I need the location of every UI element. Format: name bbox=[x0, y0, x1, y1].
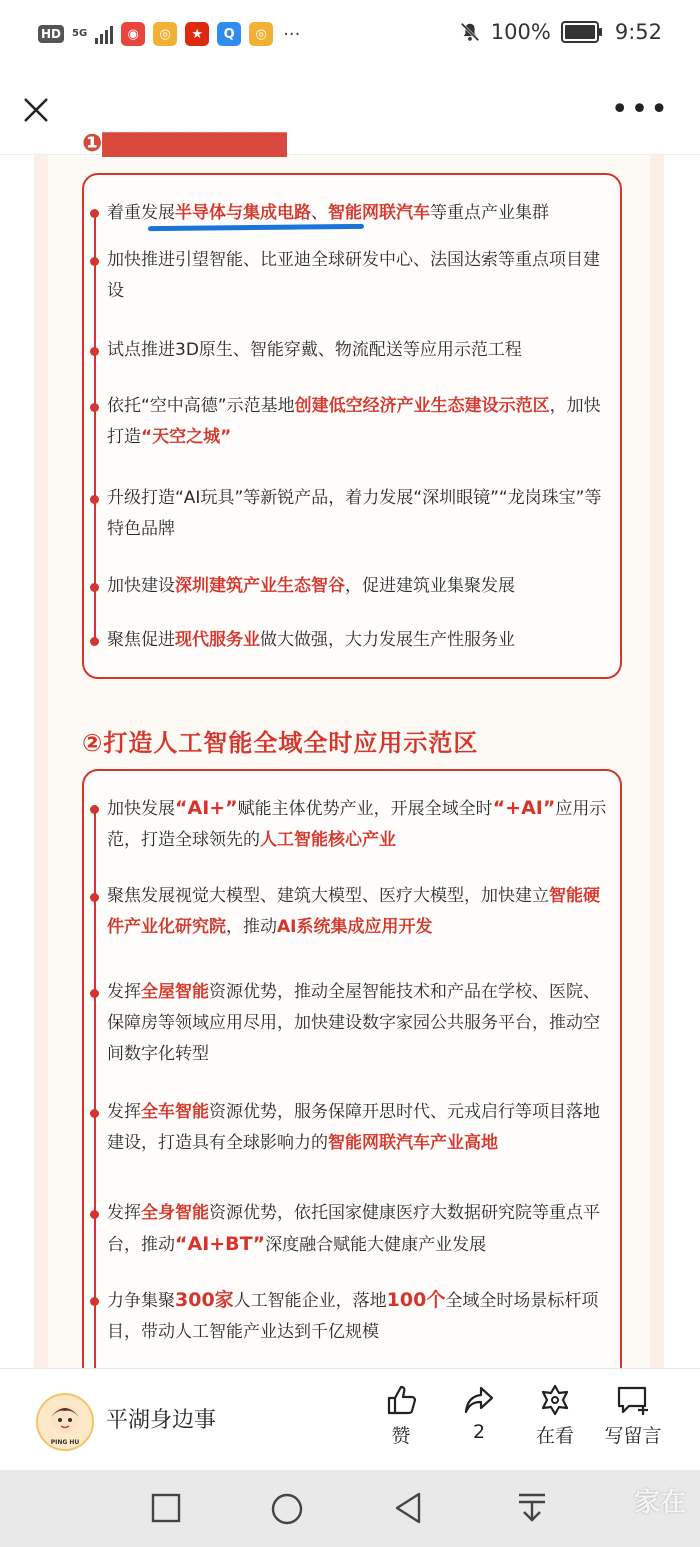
list-item: 聚焦促进现代服务业做大做强，大力发展生产性服务业 bbox=[107, 630, 515, 650]
comment-button[interactable] bbox=[598, 1383, 668, 1448]
like-label: 赞 bbox=[391, 1425, 411, 1447]
star-flower-icon bbox=[538, 1383, 572, 1417]
like-button[interactable] bbox=[366, 1383, 436, 1448]
list-item: 聚焦发展视觉大模型、建筑大模型、医疗大模型，加快建立智能硬件产业化研究院，推动AI系统集成应用开发 bbox=[107, 886, 600, 937]
bullet-dot bbox=[90, 209, 99, 218]
browser-icon: Q bbox=[217, 22, 241, 46]
list-item: 发挥全身智能资源优势，依托国家健康医疗大数据研究院等重点平台，推动“AI+BT”深度融合赋能大健康产业发展 bbox=[107, 1203, 600, 1255]
list-item: 加快建设深圳建筑产业生态智谷，促进建筑业集聚发展 bbox=[107, 576, 515, 596]
bullet-dot bbox=[90, 805, 99, 814]
comment-label: 写留言 bbox=[604, 1425, 662, 1447]
author-name[interactable]: 平湖身边事 bbox=[106, 1408, 217, 1433]
list-item: 发挥全屋智能资源优势，推动全屋智能技术和产品在学校、医院、保障房等领域应用尽用，加快建设数字家园公共服务平台，推动空间数字化转型 bbox=[107, 982, 600, 1064]
notification-pulldown-icon[interactable] bbox=[514, 1490, 550, 1526]
bullet-dot bbox=[90, 347, 99, 356]
recent-apps-icon[interactable] bbox=[148, 1490, 184, 1526]
network-indicator: 5G bbox=[72, 28, 88, 39]
timeline-line bbox=[94, 215, 96, 645]
list-item: 力争集聚300家人工智能企业，落地100个全域全时场景标杆项目，带动人工智能产业达到千亿规模 bbox=[107, 1289, 599, 1342]
share-count: 2 bbox=[472, 1421, 486, 1443]
thumbs-up-icon bbox=[384, 1383, 418, 1417]
bullet-dot bbox=[90, 403, 99, 412]
app-notification-icon: ★ bbox=[185, 22, 209, 46]
list-item: 加快推进引望智能、比亚迪全球研发中心、法国达索等重点项目建设 bbox=[107, 250, 600, 301]
avatar-cartoon-icon bbox=[38, 1395, 92, 1449]
list-item: 发挥全车智能资源优势，服务保障开思时代、元戎启行等项目落地建设，打造具有全球影响力的智能网联汽车产业高地 bbox=[107, 1102, 600, 1153]
bullet-dot bbox=[90, 637, 99, 646]
clock: 9:52 bbox=[614, 20, 662, 44]
mute-bell-icon bbox=[459, 21, 481, 43]
list-item: 试点推进3D原生、智能穿戴、物流配送等应用示范工程 bbox=[107, 340, 522, 360]
list-item: 升级打造“AI玩具”等新锐产品，着力发展“深圳眼镜”“龙岗珠宝”等特色品牌 bbox=[107, 488, 602, 539]
battery-icon bbox=[561, 21, 599, 43]
list-item: 着重发展半导体与集成电路、智能网联汽车等重点产业集群 bbox=[107, 203, 549, 223]
section2-heading: ②打造人工智能全域全时应用示范区 bbox=[82, 729, 479, 757]
article-action-bar bbox=[0, 1368, 700, 1471]
battery-percent: 100% bbox=[490, 20, 551, 44]
svg-text:PING HU: PING HU bbox=[50, 1439, 80, 1446]
bullet-dot bbox=[90, 1210, 99, 1219]
list-item: 依托“空中高德”示范基地创建低空经济产业生态建设示范区，加快打造“天空之城” bbox=[107, 396, 601, 447]
hd-indicator: HD bbox=[38, 25, 64, 43]
share-arrow-icon bbox=[462, 1383, 496, 1417]
home-icon[interactable] bbox=[268, 1490, 306, 1528]
app-notification-icon: ◉ bbox=[121, 22, 145, 46]
status-bar bbox=[0, 0, 700, 70]
share-button[interactable] bbox=[444, 1383, 514, 1443]
system-nav-bar bbox=[0, 1470, 700, 1547]
bullet-dot bbox=[90, 495, 99, 504]
article-content bbox=[0, 129, 700, 1368]
bullet-dot bbox=[90, 893, 99, 902]
avatar[interactable] bbox=[36, 1393, 94, 1451]
weibo-icon: ◎ bbox=[249, 22, 273, 46]
list-item: 加快发展“AI+”赋能主体优势产业，开展全域全时“+AI”应用示范，打造全球领先的人工智能核心产业 bbox=[107, 797, 607, 850]
watermark: 家在 bbox=[633, 1488, 686, 1518]
more-notifications-icon: ··· bbox=[283, 23, 301, 45]
section1-heading-cutoff: ❶▇▇▇▇▇▇▇▇▇▇ bbox=[82, 129, 287, 157]
bullet-dot bbox=[90, 257, 99, 266]
bullet-dot bbox=[90, 989, 99, 998]
weibo-icon: ◎ bbox=[153, 22, 177, 46]
more-options-icon[interactable]: ••• bbox=[610, 92, 670, 127]
watching-label: 在看 bbox=[535, 1425, 574, 1447]
signal-icon bbox=[95, 24, 113, 44]
comment-add-icon bbox=[615, 1383, 651, 1417]
watching-button[interactable] bbox=[520, 1383, 590, 1448]
back-icon[interactable] bbox=[390, 1490, 426, 1526]
bullet-dot bbox=[90, 1109, 99, 1118]
bullet-dot bbox=[90, 583, 99, 592]
close-icon[interactable] bbox=[20, 94, 52, 126]
bullet-dot bbox=[90, 1297, 99, 1306]
